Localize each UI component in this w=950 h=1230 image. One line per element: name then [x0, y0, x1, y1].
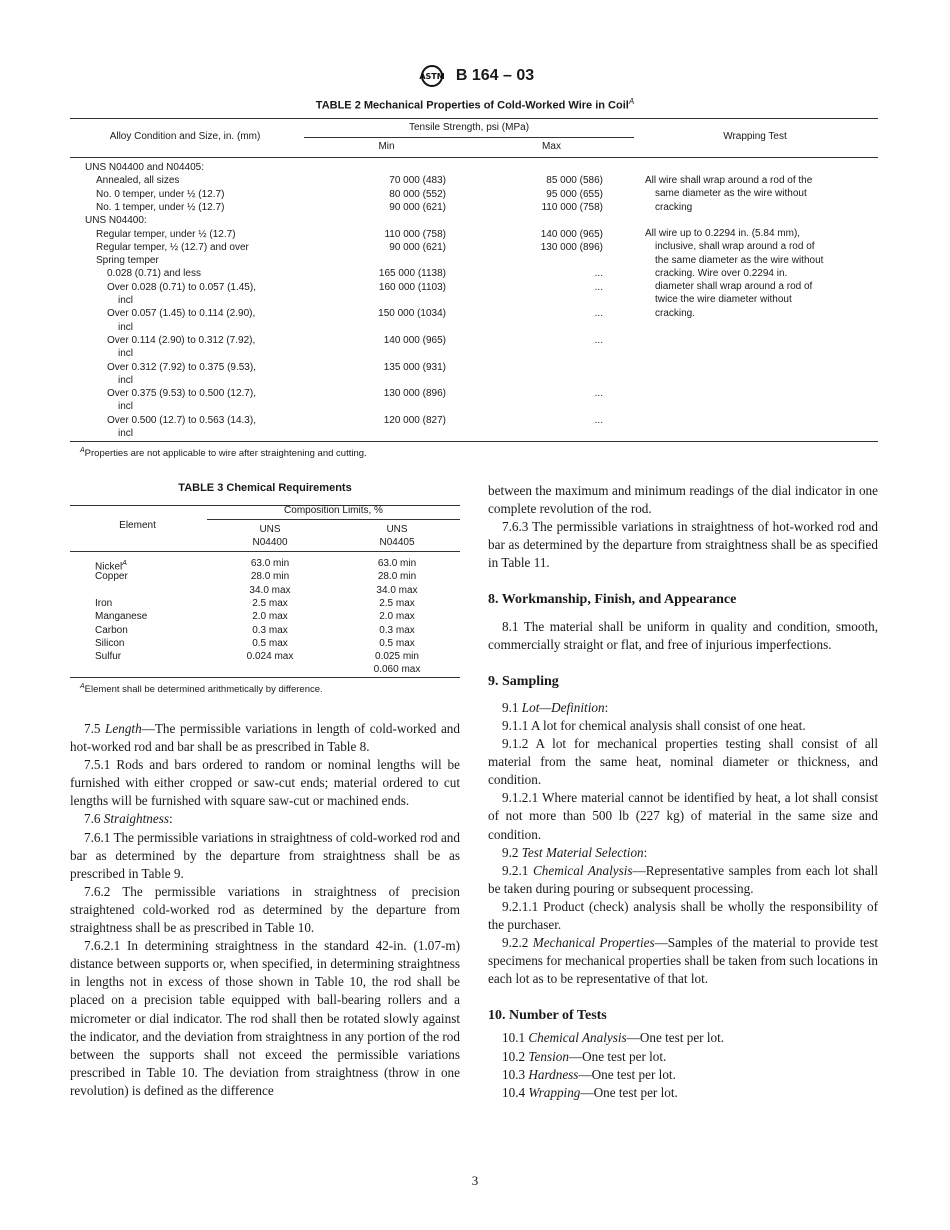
- table3-element: Sulfur: [95, 651, 122, 663]
- table2-row-min: 120 000 (827): [383, 414, 446, 426]
- table2-row-label: Annealed, all sizes: [96, 175, 180, 187]
- section-10-1: 10.1 Chemical Analysis—One test per lot.: [502, 1030, 725, 1046]
- table3-value-n04400: 0.024 max: [246, 651, 294, 663]
- table2-row-label: incl: [118, 321, 134, 333]
- table3-element: Silicon: [95, 637, 125, 649]
- table2-row-max: 130 000 (896): [540, 241, 603, 253]
- table3-element: Nickel$^A$: [95, 560, 127, 573]
- table2-row-min: 135 000 (931): [383, 361, 446, 373]
- table2-row-label: Over 0.028 (0.71) to 0.057 (1.45),: [107, 281, 256, 293]
- table3-title: TABLE 3 Chemical Requirements: [178, 482, 352, 494]
- paragraph: 7.6.1 The permissible variations in straightness of cold-worked rod and bar as determined by the departure from straightness shall be as prescribed in Table 9.: [70, 829, 460, 881]
- table3-value-n04405: 0.3 max: [379, 624, 415, 636]
- table2-col-min: Min: [378, 141, 395, 152]
- table2-row-min: 130 000 (896): [383, 388, 446, 400]
- table2-row-min: 110 000 (758): [384, 228, 446, 240]
- table2-col-tensile: Tensile Strength, psi (MPa): [408, 122, 530, 133]
- section-9-1-1: 9.1.1 A lot for chemical analysis shall consist of one heat.: [502, 717, 806, 733]
- table3-col-limits: Composition Limits, %: [284, 505, 383, 516]
- table2-row-label: incl: [118, 428, 134, 439]
- table2-footnote: $^A$Properties are not applicable to wire after straightening and cutting.: [80, 447, 367, 460]
- table2-row-label: incl: [118, 374, 134, 386]
- wrap1-line: same diameter as the wire without: [655, 188, 807, 200]
- table3-value-n04405: 0.5 max: [379, 637, 415, 649]
- right-column-text: [488, 482, 878, 1102]
- svg-text:ASTM: ASTM: [419, 72, 445, 81]
- table3-element: Carbon: [95, 624, 128, 636]
- table2-row-label: UNS N04400:: [85, 215, 147, 227]
- table2-title: TABLE 2 Mechanical Properties of Cold-Worked Wire in Coil$^A$: [315, 97, 635, 112]
- table2-row-max: 140 000 (965): [540, 228, 603, 240]
- wrap2-line: cracking. Wire over 0.2294 in.: [655, 267, 788, 279]
- paragraph: 7.5.1 Rods and bars ordered to random or nominal lengths will be furnished with either cropped or saw-cut ends; material ordered to cut lengths will be furnished with square saw-cut or machined ends.: [70, 757, 461, 809]
- section-9-2-1-1: 9.2.1.1 Product (check) analysis shall be wholly the responsibility of the purchaser.: [488, 898, 879, 932]
- table2-wrap-note-1: [645, 174, 870, 214]
- paragraph-continuation: between the maximum and minimum readings of the dial indicator in one complete revolution of the rod.: [488, 483, 878, 517]
- table3-col-element: Element: [119, 520, 156, 531]
- table2-row-label: incl: [118, 295, 134, 306]
- table3-element: Iron: [95, 597, 113, 609]
- table2-col-wrap: Wrapping Test: [723, 131, 787, 142]
- page-number: 3: [471, 1173, 479, 1188]
- astm-logo-icon: [416, 64, 448, 88]
- section-7-6-3: 7.6.3 The permissible variations in straightness of hot-worked rod and bar as determined by the departure from straightness shall be as specified in Table 11.: [488, 519, 879, 571]
- table2-col-alloy: Alloy Condition and Size, in. (mm): [109, 131, 261, 142]
- table2-row-max: ...: [594, 268, 603, 280]
- table2-row-min: 70 000 (483): [389, 175, 446, 187]
- table3-col-n04400: UNS N04400: [252, 524, 288, 549]
- table2-row-label: Over 0.114 (2.90) to 0.312 (7.92),: [107, 334, 256, 346]
- table3-value-n04400: 0.3 max: [252, 624, 288, 636]
- table2-row-label: Over 0.500 (12.7) to 0.563 (14.3),: [107, 414, 256, 426]
- table2-row-min: 80 000 (552): [389, 188, 446, 200]
- table2-row-min: 90 000 (621): [389, 241, 446, 253]
- table2-row-label: Regular temper, ½ (12.7) and over: [96, 241, 249, 253]
- wrap2-line: inclusive, shall wrap around a rod of: [655, 241, 815, 253]
- table2-row-max: ...: [594, 414, 603, 426]
- paragraph: 7.6.2.1 In determining straightness in the standard 42-in. (1.07-m) distance between supports or, when specified, in determining straightness in lengths not in excess of those shown in Table 10, the rod shall be placed on a precision table equipped with ball-bearing rollers and a micrometer or dial indicator. The rod shall then be rotated slowly against the indicator, and the deviation from straightness in any portion of the rod between the supports shall not exceed the permissible variations prescribed in Table 10. The deviation from straightness (throw in one revolution) is defined as the difference: [70, 938, 460, 1098]
- table2-row-min: 165 000 (1138): [378, 268, 446, 280]
- table3-value-n04405: 2.5 max: [379, 597, 415, 609]
- section-9-2: 9.2 Test Material Selection:: [502, 844, 648, 860]
- table3-value-n04400: 28.0 min 34.0 max: [249, 571, 291, 596]
- table2-row-max: ...: [594, 334, 603, 346]
- table2-row-label: No. 0 temper, under ½ (12.7): [96, 188, 225, 200]
- table3-value-n04405: 0.025 min 0.060 max: [373, 651, 421, 676]
- table2-row-min: 140 000 (965): [383, 334, 446, 346]
- section-8-1: 8.1 The material shall be uniform in quality and condition, smooth, commercially straight or flat, and free of injurious imperfections.: [488, 618, 878, 652]
- table2-row-label: No. 1 temper, under ½ (12.7): [96, 201, 225, 213]
- table2-row-max: 85 000 (586): [546, 175, 603, 187]
- wrap1-line: All wire shall wrap around a rod of the: [645, 175, 813, 186]
- table2-row-label: incl: [118, 348, 134, 360]
- wrap1-line: cracking: [655, 201, 693, 213]
- table3-col-n04405: UNS N04405: [379, 524, 415, 549]
- table2-row-label: Over 0.312 (7.92) to 0.375 (9.53),: [107, 361, 256, 373]
- table3-value-n04400: 0.5 max: [252, 637, 288, 649]
- table3-element: Copper: [95, 571, 128, 583]
- left-column-text: [70, 720, 460, 1100]
- table2-row-min: 90 000 (621): [389, 201, 446, 213]
- table2-row-min: 150 000 (1034): [378, 308, 446, 320]
- paragraph: 7.5 Length—The permissible variations in length of cold-worked and hot-worked rod and bar shall be as prescribed in Table 8.: [70, 721, 460, 755]
- wrap2-line: All wire up to 0.2294 in. (5.84 mm),: [645, 228, 801, 239]
- page-header: [0, 64, 950, 88]
- table3-value-n04400: 63.0 min: [250, 558, 290, 569]
- wrap2-line: twice the wire diameter without: [655, 294, 792, 306]
- table3-element: Manganese: [95, 611, 148, 623]
- section-9-1-2-1: 9.1.2.1 Where material cannot be identified by heat, a lot shall consist of not more than 500 lb (227 kg) of material in the same size and condition.: [488, 790, 878, 842]
- section-10-heading: 10. Number of Tests: [488, 1008, 607, 1024]
- paragraph: 7.6.2 The permissible variations in straightness of precision straightened cold-worked rod as determined by the departure from straightness shall be as prescribed in Table 10.: [70, 883, 461, 936]
- section-9-heading: 9. Sampling: [488, 673, 559, 689]
- table2-row-label: Regular temper, under ½ (12.7): [96, 228, 236, 240]
- paragraph: 7.6 Straightness:: [84, 811, 173, 827]
- table3-value-n04405: 2.0 max: [379, 611, 415, 623]
- standard-designation: B 164 – 03: [455, 67, 535, 84]
- table2-row-min: 160 000 (1103): [378, 281, 446, 293]
- wrap2-line: diameter shall wrap around a rod of: [655, 281, 813, 293]
- section-9-2-1: 9.2.1 Chemical Analysis—Representative samples from each lot shall be taken during pouring or subsequent processing.: [488, 862, 878, 896]
- table3-value-n04405: 28.0 min 34.0 max: [376, 571, 418, 596]
- table2-row-label: incl: [118, 401, 134, 413]
- table2-row-label: Spring temper: [96, 255, 159, 267]
- section-10-2: 10.2 Tension—One test per lot.: [502, 1048, 667, 1064]
- table3-value-n04405: 63.0 min: [377, 558, 417, 569]
- table2-row-label: 0.028 (0.71) and less: [107, 268, 201, 280]
- table2-row-max: 95 000 (655): [546, 188, 603, 200]
- wrap2-line: cracking.: [655, 307, 696, 319]
- wrap2-line: the same diameter as the wire without: [655, 254, 824, 266]
- table2-row-max: ...: [594, 388, 603, 400]
- table2-row-label: Over 0.057 (1.45) to 0.114 (2.90),: [107, 308, 256, 320]
- section-9-1: 9.1 Lot—Definition:: [502, 699, 609, 715]
- section-8-heading: 8. Workmanship, Finish, and Appearance: [488, 592, 737, 608]
- table3-value-n04400: 2.5 max: [252, 597, 288, 609]
- table3-footnote: $^A$Element shall be determined arithmetically by difference.: [80, 683, 323, 696]
- table2-col-max: Max: [542, 141, 561, 152]
- section-9-2-2: 9.2.2 Mechanical Properties—Samples of the material to provide test specimens for mechanical properties shall be taken from such locations in each lot as to be representative of that lot.: [488, 935, 879, 987]
- table2-row-max: ...: [594, 281, 603, 293]
- section-10-3: 10.3 Hardness—One test per lot.: [502, 1066, 676, 1082]
- table3-value-n04400: 2.0 max: [252, 611, 288, 623]
- table2-row-max: 110 000 (758): [541, 201, 603, 213]
- table2-row-label: Over 0.375 (9.53) to 0.500 (12.7),: [107, 388, 256, 400]
- table2-row-label: UNS N04400 and N04405:: [85, 162, 204, 173]
- section-10-4: 10.4 Wrapping—One test per lot.: [502, 1084, 678, 1100]
- table2-row-max: ...: [594, 308, 603, 320]
- table2-wrap-note-2: [645, 227, 870, 320]
- section-9-1-2: 9.1.2 A lot for mechanical properties testing shall consist of all material from the same heat, nominal diameter or thickness, and condition.: [488, 736, 878, 788]
